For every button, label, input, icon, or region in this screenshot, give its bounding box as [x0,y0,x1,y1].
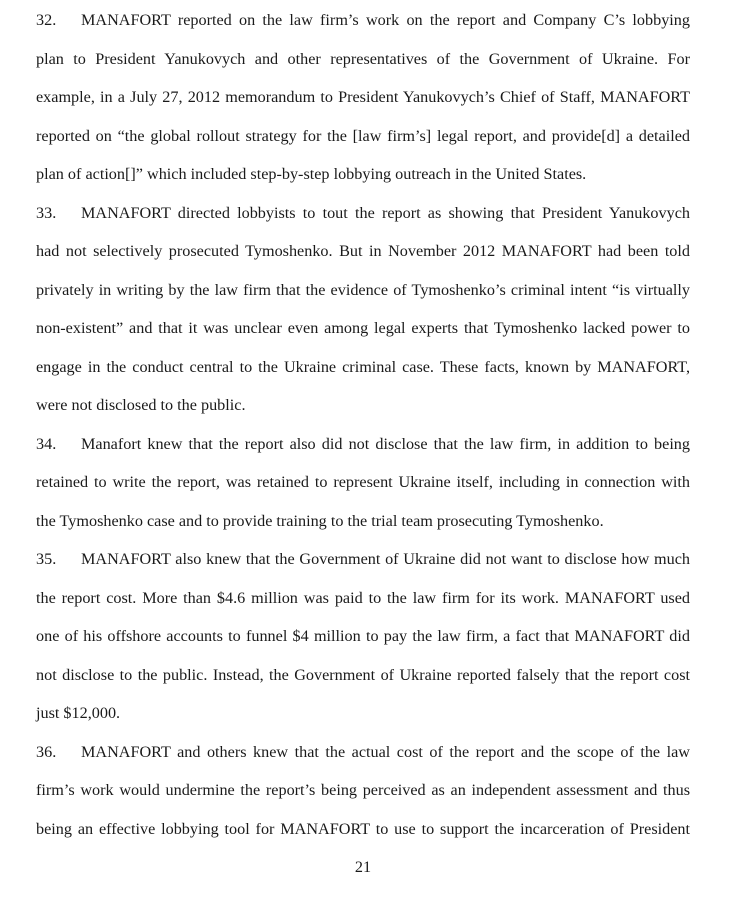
paragraph-32-number: 32. [36,11,57,29]
paragraph-32-line-3: example, in a July 27, 2012 memorandum to President Yanukovych’s Chief of Staff, MANAFORT [36,88,690,106]
paragraph-35-number: 35. [36,550,57,568]
paragraph-33-number: 33. [36,204,57,222]
paragraph-35-line-3: one of his offshore accounts to funnel $4 million to pay the law firm, a fact that MANAFORT did [36,627,690,645]
paragraph-33-line-5: engage in the conduct central to the Ukraine criminal case. These facts, known by MANAFORT, [36,358,690,376]
paragraph-32-line-4: reported on “the global rollout strategy for the [law firm’s] legal report, and provide[d] a detailed [36,127,690,145]
paragraph-36-number: 36. [36,743,57,761]
paragraph-34-line-1: 34. Manafort knew that the report also did not disclose that the law firm, in addition to being [36,435,690,453]
paragraph-35-line-5: just $12,000. [36,704,121,722]
paragraph-33-line-2: had not selectively prosecuted Tymoshenko. But in November 2012 MANAFORT had been told [36,242,690,260]
paragraph-35-line-2: the report cost. More than $4.6 million was paid to the law firm for its work. MANAFORT used [36,589,690,607]
paragraph-35-line-4: not disclose to the public. Instead, the Government of Ukraine reported falsely that the report cost [36,666,690,684]
paragraph-34-line-3: the Tymoshenko case and to provide training to the trial team prosecuting Tymoshenko. [36,512,604,530]
paragraph-32-line-5: plan of action[]” which included step-by-step lobbying outreach in the United States. [36,165,587,183]
paragraph-33-line-6: were not disclosed to the public. [36,396,246,414]
paragraph-33-line-4: non-existent” and that it was unclear even among legal experts that Tymoshenko lacked power to [36,319,690,337]
paragraph-34-number: 34. [36,435,57,453]
paragraph-36-line-3: being an effective lobbying tool for MANAFORT to use to support the incarceration of President [36,820,690,838]
paragraph-36-line-1: 36. MANAFORT and others knew that the actual cost of the report and the scope of the law [36,743,690,761]
paragraph-33-line-1: 33. MANAFORT directed lobbyists to tout the report as showing that President Yanukovych [36,204,690,222]
paragraph-35-line-1: 35. MANAFORT also knew that the Government of Ukraine did not want to disclose how much [36,550,690,568]
paragraph-33-line-3: privately in writing by the law firm that the evidence of Tymoshenko’s criminal intent “is virtually [36,281,690,299]
paragraph-32-line-2: plan to President Yanukovych and other representatives of the Government of Ukraine. For [36,50,690,68]
paragraph-32-line-1: 32. MANAFORT reported on the law firm’s work on the report and Company C’s lobbying [36,11,690,29]
paragraph-34-line-2: retained to write the report, was retained to represent Ukraine itself, including in connection with [36,473,690,491]
page-number: 21 [354,858,372,876]
paragraph-36-line-2: firm’s work would undermine the report’s being perceived as an independent assessment and thus [36,781,690,799]
document-page [36,0,690,897]
